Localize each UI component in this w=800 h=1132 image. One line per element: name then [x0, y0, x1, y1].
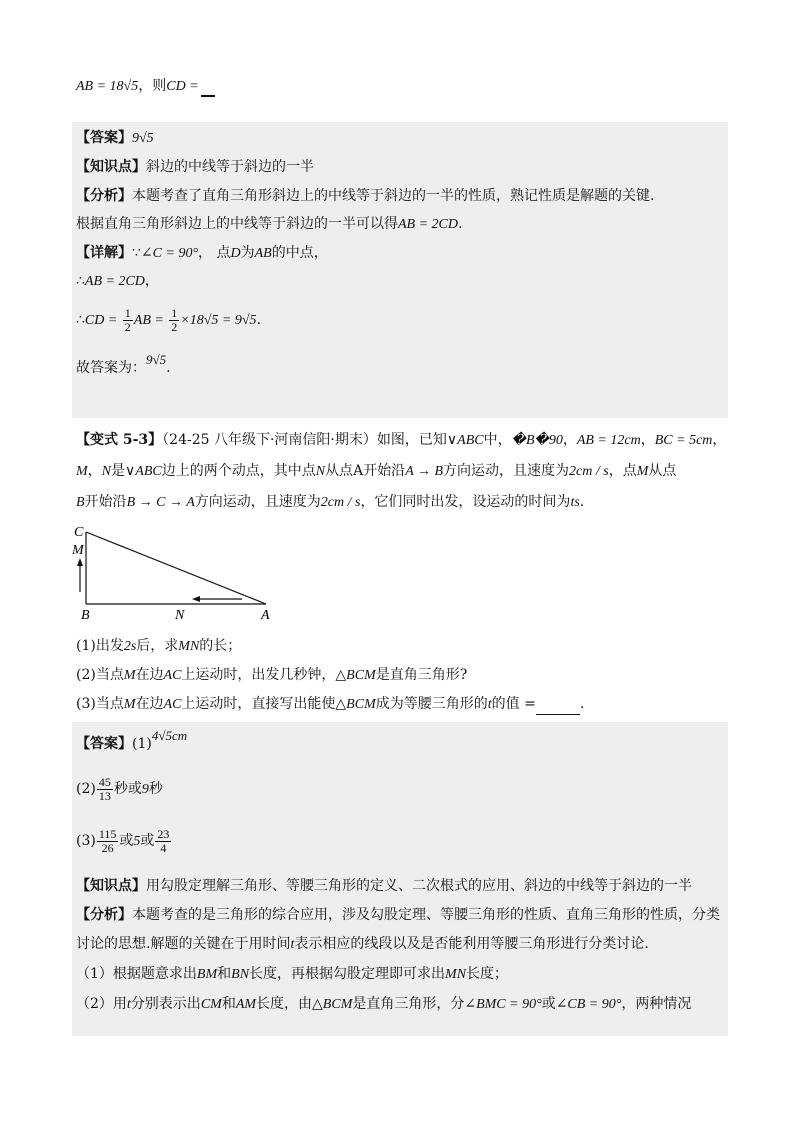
point-m-2: M [636, 464, 649, 479]
stem-cd: CD = [166, 79, 199, 94]
fraction-45-13: $\frac{45}{13}$ [98, 774, 111, 803]
analysis-end: . [458, 216, 463, 232]
knowledge-point-2 [76, 876, 692, 896]
fraction-115-26: $\frac{115}{26}$ [98, 826, 117, 855]
step2-cm: CM [200, 997, 222, 1012]
step1-pre: （1）根据题意求出 [76, 966, 197, 982]
sub1-mid: 后，求 [136, 638, 179, 654]
line3-text: ，它们同时出发，设运动的时间为 [360, 494, 571, 510]
triangle-abc: ∨ABC [446, 433, 484, 448]
answer-blank [201, 83, 215, 97]
detail-1 [76, 243, 328, 264]
ab-length: AB = 12cm [576, 433, 641, 448]
time-t: ts [570, 495, 580, 510]
sub-question-3 [76, 694, 584, 715]
point-n-2: N [315, 464, 326, 479]
step2-times: ×18√5 = 9√5 [180, 313, 257, 328]
step2-angle1: ∠BMC = 90° [464, 997, 542, 1012]
arrow-m-head [77, 558, 83, 566]
label-a: A [261, 608, 270, 622]
analysis-label: 【分析】 [76, 188, 132, 204]
direction-ab: A → B [405, 464, 444, 479]
final-end: . [166, 360, 171, 376]
because-symbol: ∵ [132, 245, 141, 261]
text-from-2: 从点 [648, 463, 677, 479]
answer-2-part3 [76, 826, 172, 857]
variant-question-line3 [76, 492, 584, 513]
step2-text: 分别表示出 [130, 996, 201, 1012]
angle-b: �B�90 [511, 433, 563, 448]
point-a: A [353, 463, 364, 479]
sub3-ac: AC [163, 697, 182, 712]
answer-value: 9√5 [132, 131, 154, 146]
sub1-pre: (1)出发 [76, 638, 124, 654]
final-answer-1 [76, 352, 171, 378]
answer-2-part1 [76, 728, 188, 754]
step2-am: AM [235, 997, 257, 1012]
sub3-on: 在边 [135, 696, 164, 712]
sub3-end: 的值 = [491, 696, 536, 712]
a3-five: 5 [133, 834, 141, 849]
step1-and: 和 [217, 966, 232, 982]
step1-end: 长度； [466, 966, 509, 982]
step1-mn: MN [445, 967, 467, 982]
analysis-text-2: 本题考查的是三角形的综合应用，涉及勾股定理、等腰三角形的性质、直角三角形的性质，分类 [132, 907, 720, 923]
triangle-abc-2: ∨ABC [125, 464, 162, 479]
a2-end: 秒 [148, 781, 163, 797]
detail-mid: 的中点， [271, 245, 328, 261]
sub-question-1 [76, 636, 241, 657]
fraction-half: $\frac{1}{2}$ [124, 305, 131, 334]
label-m: M [72, 543, 84, 558]
sub2-end: 是直角三角形? [375, 667, 468, 683]
point-d: D [230, 246, 241, 261]
step1-bm: BM [196, 967, 218, 982]
therefore-symbol: ∴ [76, 273, 85, 289]
a1-pre: (1) [132, 736, 152, 752]
analysis-1 [76, 186, 654, 206]
knowledge-point-1 [76, 157, 314, 177]
analysis-2-line2 [76, 934, 649, 955]
step2-end: ，两种情况 [621, 996, 692, 1012]
step2-t: t [126, 997, 131, 1012]
direction-bca: B → C → A [126, 495, 195, 510]
speed-m: 2cm / s [320, 495, 361, 510]
step2-triangle: △BCM [312, 997, 353, 1012]
analysis-t: t [290, 937, 295, 952]
sub-question-2 [76, 665, 467, 686]
text-start: 开始沿 [363, 463, 406, 479]
point-m: M [76, 464, 88, 479]
step-1 [76, 271, 159, 292]
a3-or2: 或 [140, 833, 155, 849]
text-from: 从点 [325, 463, 354, 479]
answer-label: 【答案】 [76, 130, 132, 146]
a1-value: 4√5cm [151, 728, 188, 743]
stem-then: ，则 [138, 78, 167, 94]
a3-pre: (3) [76, 833, 96, 849]
text-point: ，点 [608, 463, 637, 479]
a2-nine: 9 [141, 782, 149, 797]
label-c: C [74, 525, 84, 540]
step2-and: 和 [221, 996, 236, 1012]
sub1-mn: MN [178, 639, 200, 654]
sub3-triangle: △BCM [335, 697, 376, 712]
variant-mid: 中， [483, 432, 512, 448]
step2-end: . [256, 312, 262, 328]
kp-text: 斜边的中线等于斜边的一半 [146, 159, 314, 175]
final-value: 9√5 [146, 352, 167, 367]
comma: ， [562, 432, 577, 448]
step2-ab: AB = [133, 313, 164, 328]
analysis-step-1 [76, 964, 508, 985]
analysis-math: AB = 2CD [398, 217, 458, 232]
sub3-pre: (3)当点 [76, 696, 124, 712]
detail-for: 为 [240, 245, 255, 261]
comma: ， [712, 432, 727, 448]
kp-text-2: 用勾股定理解三角形、等腰三角形的定义、二次根式的应用、斜边的中线等于斜边的一半 [146, 878, 692, 894]
side-ca [86, 532, 266, 604]
segment-ab: AB [254, 246, 272, 261]
bc-length: BC = 5cm [654, 433, 713, 448]
step2-angle2: ∠CB = 90° [555, 997, 622, 1012]
fraction-half-2: $\frac{1}{2}$ [171, 305, 178, 334]
text-is: 是 [111, 463, 126, 479]
variant-question-line1 [76, 430, 726, 451]
sub2-pre: (2)当点 [76, 667, 124, 683]
final-text: 故答案为： [76, 360, 146, 376]
answer-1 [76, 128, 154, 149]
speed-n: 2cm / s [569, 464, 609, 479]
kp-label: 【知识点】 [76, 159, 146, 175]
sub3-t: t [487, 697, 492, 712]
step2-text2: 长度，由 [256, 996, 313, 1012]
sub3-text2: 成为等腰三角形的 [375, 696, 488, 712]
line3-end: . [579, 494, 585, 510]
prev-question-stem [76, 76, 215, 97]
a2-mid: 秒或 [113, 781, 142, 797]
analysis-step-2 [76, 994, 691, 1015]
step1-bn: BN [231, 967, 250, 982]
analysis-2 [76, 905, 720, 925]
sub1-end: 的长； [199, 638, 242, 654]
point-b: B [76, 495, 85, 510]
analysis-1-line2 [76, 214, 462, 235]
analysis-text2b: 表示相应的线段以及是否能利用等腰三角形进行分类讨论. [294, 936, 649, 952]
analysis-text: 本题考查了直角三角形斜边上的中线等于斜边的一半的性质，熟记性质是解题的关键. [132, 188, 655, 204]
answer-2-part2 [76, 774, 163, 805]
sub2-text: 上运动时，出发几秒钟， [181, 667, 336, 683]
fraction-23-4: $\frac{23}{4}$ [157, 826, 170, 855]
answer-label-2: 【答案】 [76, 736, 132, 752]
a3-or1: 或 [119, 833, 134, 849]
text-start-2: 开始沿 [84, 494, 127, 510]
comma: ， [640, 432, 655, 448]
comma: ， [87, 463, 102, 479]
sub1-time: 2s [123, 639, 137, 654]
direction-text: 方向运动，且速度为 [443, 463, 570, 479]
detail-label: 【详解】 [76, 245, 132, 261]
step2-left: CD = [84, 313, 118, 328]
label-n: N [175, 608, 185, 622]
step1-end: ， [144, 273, 159, 289]
step2-or: 或 [541, 996, 556, 1012]
step1-math: AB = 2CD [84, 274, 145, 289]
angle-c: ∠C = 90° [140, 246, 199, 261]
sub3-m: M [123, 697, 136, 712]
step-2 [76, 306, 261, 335]
step2-text3: 是直角三角形，分 [352, 996, 465, 1012]
sub2-ac: AC [163, 668, 182, 683]
direction-text-2: 方向运动，且速度为 [194, 494, 321, 510]
sub3-text: 上运动时，直接写出能使 [181, 696, 336, 712]
analysis-text2a: 讨论的思想.解题的关键在于用时间 [76, 936, 291, 952]
variant-source: （24-25 八年级下·河南信阳·期末）如图，已知 [162, 432, 447, 448]
variant-label: 【变式 5-3】 [76, 432, 163, 448]
analysis-label-2: 【分析】 [76, 907, 132, 923]
kp-label-2: 【知识点】 [76, 878, 146, 894]
sub2-triangle: △BCM [335, 668, 376, 683]
triangle-figure [70, 522, 285, 622]
point-n: N [101, 464, 112, 479]
sub3-dot: . [579, 696, 585, 712]
a2-pre: (2) [76, 781, 96, 797]
step1-text: 长度，再根据勾股定理即可求出 [249, 966, 446, 982]
variant-question-line2 [76, 461, 676, 482]
step2-pre: （2）用 [76, 996, 127, 1012]
analysis-text2: 根据直角三角形斜边上的中线等于斜边的一半可以得 [76, 216, 398, 232]
label-b: B [81, 608, 90, 622]
detail-point: ， 点 [198, 245, 231, 261]
answer-blank-3 [536, 700, 580, 715]
sub2-on: 在边 [135, 667, 164, 683]
line2-text: 边上的两个动点，其中点 [161, 463, 316, 479]
sub2-m: M [123, 668, 136, 683]
stem-math: AB = 18√5 [76, 79, 139, 94]
arrow-n-head [192, 596, 200, 602]
therefore-symbol: ∴ [76, 312, 85, 328]
